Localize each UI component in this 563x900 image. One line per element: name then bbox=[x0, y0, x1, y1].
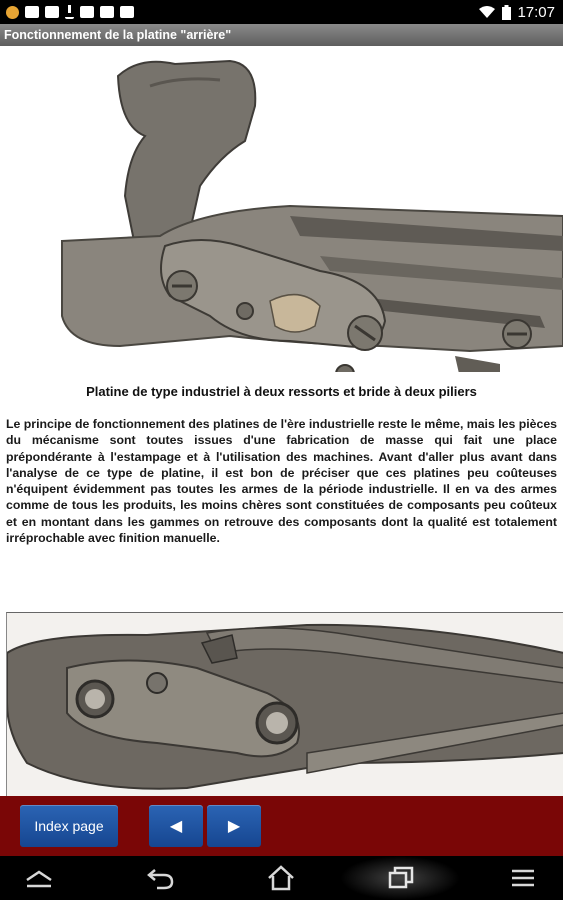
lock-mechanism-photo-top bbox=[0, 46, 563, 372]
sd-card-icon bbox=[45, 6, 59, 18]
notification-icon bbox=[6, 6, 19, 19]
clock: 17:07 bbox=[517, 3, 555, 21]
photo-caption: Platine de type industriel à deux ressorts et bride à deux piliers bbox=[86, 384, 477, 399]
app-navigation-bar bbox=[0, 796, 563, 856]
lock-mechanism-photo-bottom bbox=[6, 612, 563, 797]
download-icon bbox=[65, 5, 74, 19]
previous-page-button[interactable]: ◀ bbox=[149, 805, 203, 847]
description-paragraph: Le principe de fonctionnement des platines de l'ère industrielle reste le même, mais les pièces du mécanisme sont toutes issues d'une fabrication de masse qui fait une place prépondérante à l'estampage et à l'utilisation des machines. Avant d'aller plus avant dans l'analyse de ce type de platine, il est bon de préciser que ces platines peu coûteuses n'équipent évidemment pas toutes les armes de la période industrielle. Il en va des armes comme de tous les produits, les moins chères sont constituées de composants peu coûteux et en montant dans les gammes on retrouve des composants dont la qualité est totalement irréprochable avec finition manuelle. bbox=[6, 417, 558, 546]
page-title: Fonctionnement de la platine "arrière" bbox=[0, 24, 563, 46]
back-icon[interactable] bbox=[145, 864, 175, 892]
menu-icon[interactable] bbox=[508, 864, 538, 892]
shopping-bag-icon bbox=[80, 6, 94, 18]
index-page-button[interactable]: Index page bbox=[20, 805, 118, 847]
battery-icon bbox=[502, 5, 511, 20]
home-icon[interactable] bbox=[266, 864, 296, 892]
next-page-button[interactable]: ▶ bbox=[207, 805, 261, 847]
recent-apps-icon[interactable] bbox=[386, 864, 416, 892]
wifi-icon bbox=[478, 5, 496, 19]
calendar-icon bbox=[100, 6, 114, 18]
system-navigation-bar bbox=[0, 856, 563, 900]
hide-keyboard-icon[interactable] bbox=[24, 864, 54, 892]
checkbox-icon bbox=[120, 6, 134, 18]
mail-icon bbox=[25, 6, 39, 18]
status-bar bbox=[0, 0, 563, 24]
